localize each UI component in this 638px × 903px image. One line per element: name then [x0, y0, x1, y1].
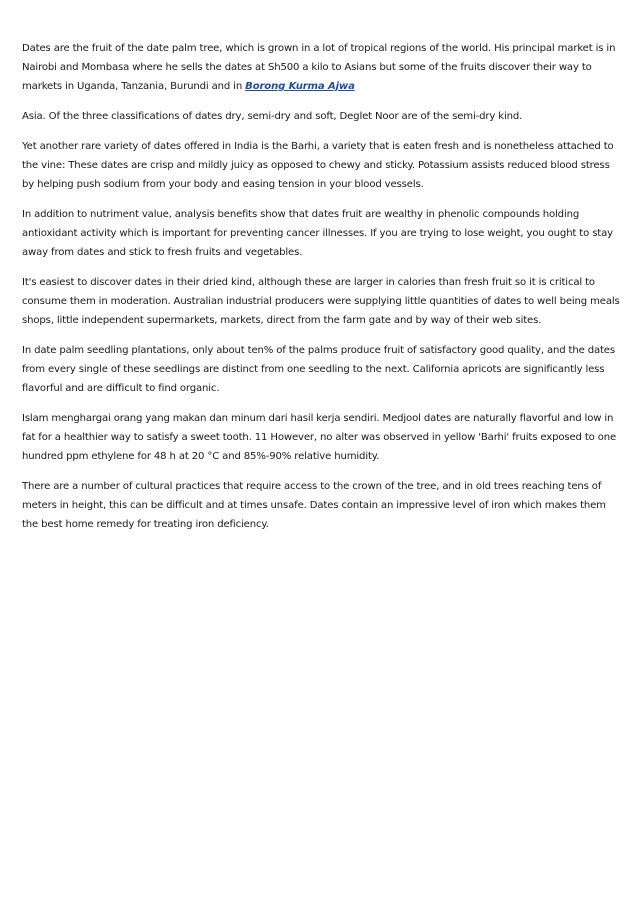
paragraph-barhi-variety: Yet another rare variety of dates offered in India is the Barhi, a variety that is eaten fresh and is nonetheless attached to the vine: These dates are crisp and mildly juicy as opposed to chewy and sticky. Potassium assists reduced blood stress by helping push sodium from your body and easing tension in your blood vessels.	[22, 141, 614, 190]
document-body	[22, 39, 620, 545]
paragraph-intro	[22, 39, 620, 96]
paragraph-dried-dates: It's easiest to discover dates in their dried kind, although these are larger in calories than fresh fruit so it is critical to consume them in moderation. Australian industrial producers were supplying little quantities of dates to well being meals shops, little independent supermarkets, markets, direct from the farm gate and by way of their web sites.	[22, 277, 620, 326]
paragraph-classifications: Asia. Of the three classifications of dates dry, semi-dry and soft, Deglet Noor are of the semi-dry kind.	[22, 111, 523, 122]
paragraph-cultural-practices: There are a number of cultural practices that require access to the crown of the tree, and in old trees reaching tens of meters in height, this can be difficult and at times unsafe. Dates contain an impressive level of iron which makes them the best home remedy for treating iron deficiency.	[22, 481, 606, 530]
paragraph-medjool-dates: Islam menghargai orang yang makan dan minum dari hasil kerja sendiri. Medjool dates are naturally flavorful and low in fat for a healthier way to satisfy a sweet tooth. 11 However, no alter was observed in yellow 'Barhi' fruits exposed to one hundred ppm ethylene for 48 h at 20 °C and 85%-90% relative humidity.	[22, 413, 617, 462]
paragraph-seedling-plantations: In date palm seedling plantations, only about ten% of the palms produce fruit of satisfactory good quality, and the dates from every single of these seedlings are distinct from one seedling to the next. California apricots are significantly less flavorful and are difficult to find organic.	[22, 345, 615, 394]
borong-kurma-ajwa-link[interactable]: Borong Kurma Ajwa	[245, 81, 355, 92]
paragraph-intro-text: Dates are the fruit of the date palm tree, which is grown in a lot of tropical regions of the world. His principal market is in Nairobi and Mombasa where he sells the dates at Sh500 a kilo to Asians but some of the fruits discover their way to markets in Uganda, Tanzania, Burundi and in	[22, 43, 616, 92]
paragraph-nutriment-value: In addition to nutriment value, analysis benefits show that dates fruit are wealthy in phenolic compounds holding antioxidant activity which is important for preventing cancer illnesses. If you are trying to lose weight, you ought to stay away from dates and stick to fresh fruits and vegetables.	[22, 209, 613, 258]
